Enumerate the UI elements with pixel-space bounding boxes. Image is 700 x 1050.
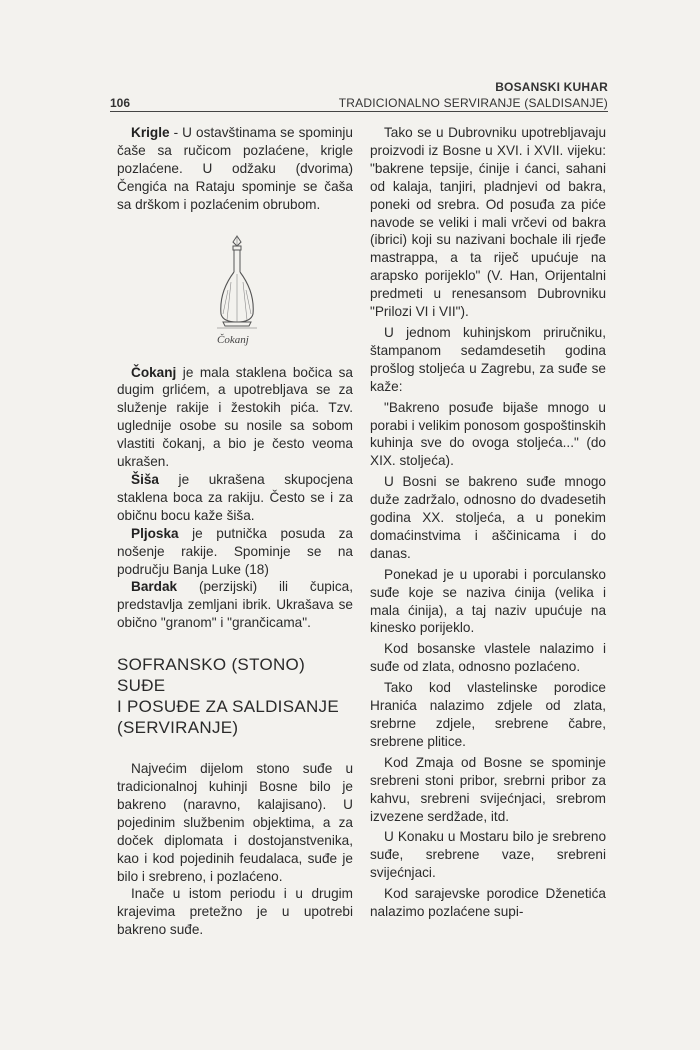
paragraph-dubrovnik: Tako se u Dubrovniku upotrebljavaju proizvodi iz Bosne u XVI. i XVII. vijeku: "bakrene tepsije, ćinije i ćanci, sahani od kalaja, tanjiri, pladnjevi od bakra, poneki od srebra. Od posuđa za piće navode se veliki i mali vrčevi od bakra (ibrici) koji su nazivani bochale ili rjeđe mastrappa, a ta riječ upućuje na arapsko porijeklo" (V. Han, Orijentalni predmeti u renesansom Dubrovniku "Prilozi VI i VII"). bbox=[370, 125, 606, 320]
section-heading-line: (SERVIRANJE) bbox=[117, 718, 239, 738]
paragraph-hranici: Tako kod vlastelinske porodice Hranića nalazimo zdjele od zlata, srebrne zdjele, srebrene čabre, srebrene plitice. bbox=[370, 680, 606, 749]
left-column bbox=[117, 124, 353, 939]
paragraph-bakreno-sudje: Inače u istom periodu i u drugim krajevima pretežno je u upotrebi bakreno suđe. bbox=[117, 886, 353, 938]
term-krigle: Krigle bbox=[131, 125, 170, 140]
paragraph-quote: "Bakreno posuđe bijaše mnogo u porabi i velikim ponosom gospoštinskih kuhinja sve do ovoga stoljeća..." (do XIX. stoljeća). bbox=[370, 399, 606, 469]
paragraph-cokanj bbox=[117, 364, 353, 471]
paragraph-text: je ukrašena skupocjena staklena boca za rakiju. Često se i za običnu bocu kaže šiša. bbox=[117, 471, 353, 523]
section-heading bbox=[117, 654, 353, 738]
paragraph-text: je putnička posuda za nošenje rakije. Spominje se na području Banja Luke (18) bbox=[117, 525, 353, 577]
page-number: 106 bbox=[110, 96, 131, 110]
term-bardak: Bardak bbox=[131, 579, 178, 595]
paragraph-pljoska bbox=[117, 525, 353, 579]
paragraph-text: - U ostavštinama se spominju čaše sa ručicom pozlaćene, krigle pozlaćene. U odžaku (dvorima) Čengića na Rataju spominje se čaša sa drškom i pozlaćenim obrubom. bbox=[117, 125, 353, 212]
paragraph-text: (perzijski) ili čupica, predstavlja zemljani ibrik. Ukrašava se obično "granom" i "grančicama". bbox=[117, 579, 353, 631]
paragraph-stono-sudje: Najvećim dijelom stono suđe u tradicionalnoj kuhinji Bosne bilo je bakreno (naravno, kalajisano). U pojedinim službenim objektima, a za doček diplomata i dostojanstvenika, kao i kod pojedinih feudalaca, suđe je bilo i srebreno, i pozlaćeno. bbox=[117, 761, 353, 884]
paragraph-krigle bbox=[117, 124, 353, 214]
paragraph-prirucnik: U jednom kuhinjskom priručniku, štampanom sedamdesetih godina prošlog stoljeća u Zagrebu, za suđe se kaže: bbox=[370, 324, 606, 394]
paragraph-sisa bbox=[117, 471, 353, 525]
paragraph-dzenetici: Kod sarajevske porodice Dženetića nalazimo pozlaćene supi- bbox=[370, 886, 606, 920]
section-heading-line: SOFRANSKO (STONO) SUĐE bbox=[117, 655, 306, 696]
paragraph-bardak bbox=[117, 578, 353, 632]
term-cokanj: Čokanj bbox=[131, 364, 177, 380]
paragraph-vlastela: Kod bosanske vlastele nalazimo i suđe od zlata, odnosno pozlaćeno. bbox=[370, 641, 606, 675]
paragraph-zmaj-od-bosne: Kod Zmaja od Bosne se spominje srebreni stoni pribor, srebrni pribor za kahvu, srebreni svijećnjaci, srebrom izvezene serdžade, itd. bbox=[370, 754, 606, 824]
figure-caption: Čokanj bbox=[217, 333, 249, 346]
paragraph-bosna-bakreno: U Bosni se bakreno suđe mnogo duže zadržalo, odnosno do dvadesetih godina XX. stoljeća, a u ponekim domaćinstvima i aščinicama i do danas. bbox=[370, 474, 606, 561]
section-heading-line: I POSUĐE ZA SALDISANJE bbox=[117, 697, 339, 717]
figure-cokanj bbox=[117, 232, 353, 352]
paragraph-porculansko: Ponekad je u uporabi i porculansko suđe koje se naziva ćinija (velika i mala ćinija), a taj naziv upućuje na kinesko porijeklo. bbox=[370, 566, 606, 636]
term-pljoska: Pljoska bbox=[131, 525, 179, 541]
running-header-chapter-title: TRADICIONALNO SERVIRANJE (SALDISANJE) bbox=[338, 96, 608, 110]
term-sisa: Šiša bbox=[131, 471, 159, 487]
paragraph-konak-mostar: U Konaku u Mostaru bilo je srebreno suđe, srebrene vaze, srebreni svijećnjaci. bbox=[370, 829, 606, 881]
right-column bbox=[370, 124, 606, 921]
paragraph-text: je mala staklena bočica sa dugim grlićem, a upotrebljava se za služenje rakije i žestokih pića. Tzv. uglednije osobe su nosile sa sobom vlastiti čokanj, a bio je često veoma ukrašen. bbox=[117, 364, 353, 470]
cokanj-bottle-illustration bbox=[207, 232, 267, 332]
header-rule bbox=[110, 111, 608, 112]
running-header-book-title: BOSANSKI KUHAR bbox=[495, 80, 608, 94]
